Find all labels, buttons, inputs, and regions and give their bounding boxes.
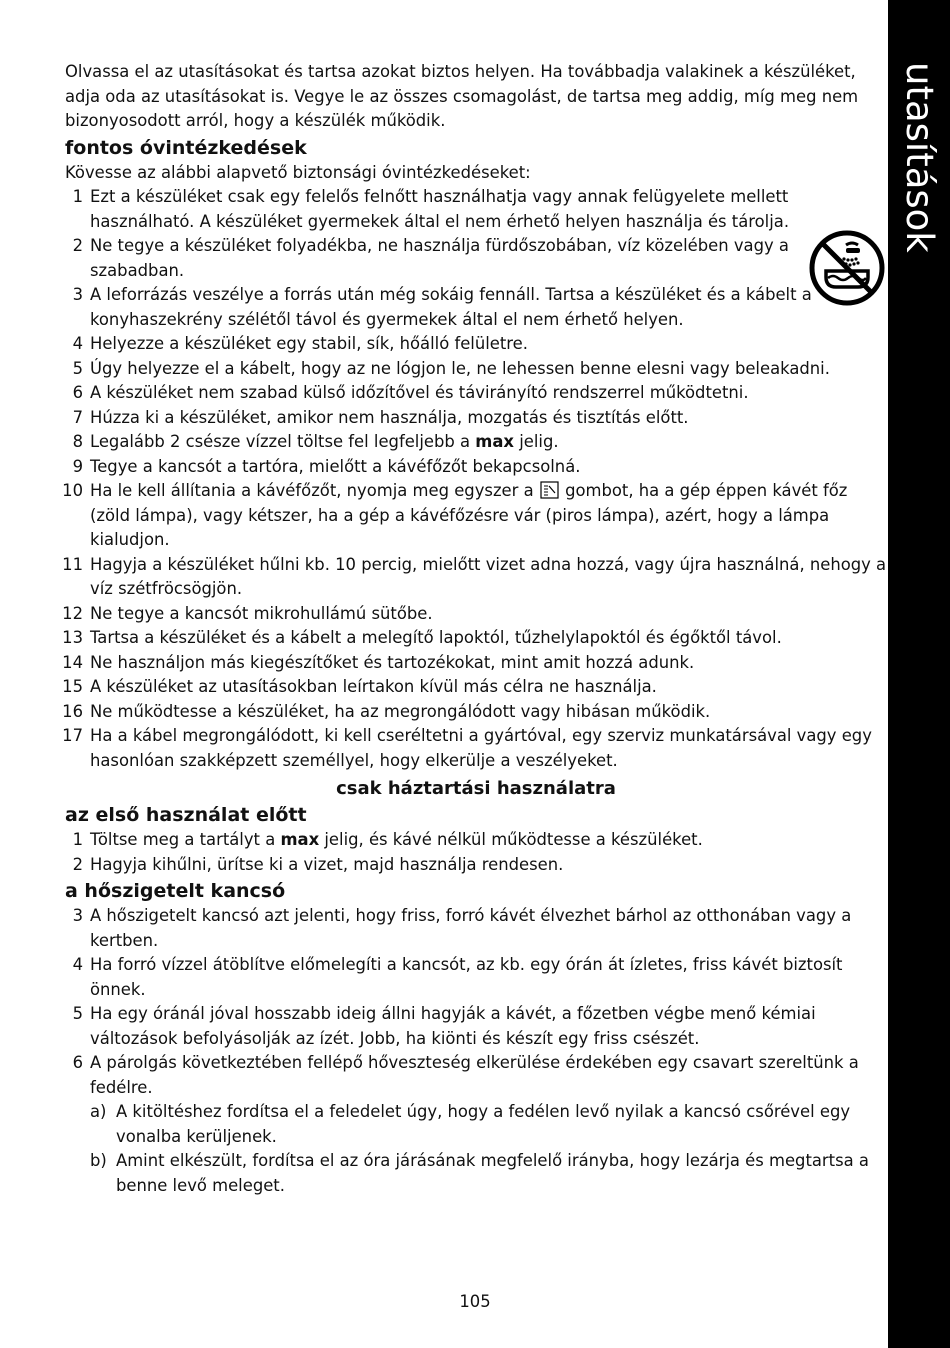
sub-list-item: b) Amint elkészült, fordítsa el az óra járásának megfelelő irányba, hogy lezárja és megtartsa a benne levő meleget. <box>90 1151 869 1195</box>
list-item: 5 Ha egy óránál jóval hosszabb ideig állni hagyják a kávét, a főzetben végbe menő kémiai változások befolyásolják az ízét. Jobb, ha kiönti és készít egy friss csészét. <box>72 1004 816 1048</box>
list-item: 14 Ne használjon más kiegészítőket és tartozékokat, mint amit hozzá adunk. <box>62 652 695 672</box>
household-note: csak háztartási használatra <box>336 778 616 799</box>
list-item: 5 Úgy helyezze el a kábelt, hogy az ne lógjon le, ne lehessen benne elesni vagy beleakadni. <box>72 358 830 378</box>
list-item: 11 Hagyja a készüléket hűlni kb. 10 percig, mielőtt vizet adna hozzá, vagy újra használná, nehogy a víz szétfröcsögjön. <box>62 554 887 598</box>
list-item: 7 Húzza ki a készüléket, amikor nem használja, mozgatás és tisztítás előtt. <box>72 407 689 427</box>
list-item: 17 Ha a kábel megrongálódott, ki kell cseréltetni a gyártóval, egy szerviz munkatársával vagy egy hasonlóan szakképzett személlyel, hogy elkerülje a veszélyeket. <box>62 726 872 770</box>
safety-heading: fontos óvintézkedések <box>65 136 307 159</box>
sub-list-item: a) A kitöltéshez fordítsa el a feledelet úgy, hogy a fedélen levő nyilak a kancsó csőrével egy vonalba kerüljenek. <box>90 1102 851 1146</box>
list-item: 13 Tartsa a készüléket és a kábelt a melegítő lapoktól, tűzhelylapoktól és égőktől távol. <box>62 628 782 647</box>
list-item: 3 A hőszigetelt kancsó azt jelenti, hogy friss, forró kávét élvezhet bárhol az otthonában vagy a kertben. <box>72 906 852 950</box>
list-item: 8 Legalább 2 csésze vízzel töltse fel legfeljebb a max jelig. <box>72 432 559 451</box>
page-number: 105 <box>459 1292 491 1311</box>
list-item: 4 Ha forró vízzel átöblítve előmelegíti a kancsót, az kb. egy órán át ízletes, friss kávét biztosít önnek. <box>72 955 843 999</box>
sidebar-tab <box>888 0 950 1348</box>
safety-list <box>62 185 887 773</box>
intro-paragraph: Olvassa el az utasításokat és tartsa azokat biztos helyen. Ha továbbadja valakinek a készüléket, adja oda az utasításokat is. Vegye le az összes csomagolást, de tartsa meg addig, míg meg nem bizonyosodott arról, hogy a készülék működik. <box>65 62 859 130</box>
list-item: 4 Helyezze a készüléket egy stabil, sík, hőálló felületre. <box>72 334 528 353</box>
list-item: 15 A készüléket az utasításokban leírtakon kívül más célra ne használja. <box>62 677 657 696</box>
list-item: 9 Tegye a kancsót a tartóra, mielőtt a kávéfőzőt bekapcsolná. <box>72 456 581 476</box>
list-item: 3 A leforrázás veszélye a forrás után még sokáig fennáll. Tartsa a készüléket és a kábelt a konyhaszekrény szélétől távol és gyermekek által el nem érhető helyen. <box>72 285 812 329</box>
list-item: 12 Ne tegye a kancsót mikrohullámú sütőbe. <box>62 603 433 623</box>
list-item: 6 A párolgás következtében fellépő hőveszteség elkerülése érdekében egy csavart szereltünk a fedélre. a) A kitöltéshez fordítsa el a feledelet úgy, hogy a fedélen levő nyilak a kancsó csőrével egy vonalba kerüljenek. b) Amint elkészült, fordítsa el az óra járásának megfelelő irányba, hogy lezárja és megtartsa a benne levő meleget. <box>65 1051 887 1198</box>
program-button-icon <box>540 481 559 499</box>
content <box>62 60 887 1198</box>
list-item: 16 Ne működtesse a készüléket, ha az megrongálódott vagy hibásan működik. <box>62 701 711 721</box>
list-item: 2 Hagyja kihűlni, ürítse ki a vizet, majd használja rendesen. <box>72 854 564 874</box>
list-item: 1 Ezt a készüléket csak egy felelős felnőtt használhatja vagy annak felügyelete mellett használható. A készüléket gyermekek által el nem érhető helyen használja és tárolja. <box>72 187 790 231</box>
safety-lead: Kövesse az alábbi alapvető biztonsági óvintézkedéseket: <box>65 162 531 182</box>
jug-sublist <box>90 1100 887 1198</box>
list-item: 2 Ne tegye a készüléket folyadékba, ne használja fürdőszobában, víz közelében vagy a szabadban. <box>72 236 789 280</box>
sidebar-label: utasítások <box>898 62 941 253</box>
jug-list <box>65 904 887 1198</box>
list-item: 6 A készüléket nem szabad külső időzítővel és távirányító rendszerrel működtetni. <box>72 383 749 402</box>
jug-heading: a hőszigetelt kancsó <box>65 880 286 902</box>
list-item: 10 Ha le kell állítania a kávéfőzőt, nyomja meg egyszer a gombot, ha a gép éppen kávét főz (zöld lámpa), vagy kétszer, ha a gép a kávéfőzésre vár (piros lámpa), azért, hogy a lámpa kialudjon. <box>62 481 848 549</box>
first-use-heading: az első használat előtt <box>65 804 307 826</box>
first-use-list <box>65 828 887 877</box>
list-item: 1 Töltse meg a tartályt a max jelig, és kávé nélkül működtesse a készüléket. <box>72 830 703 849</box>
